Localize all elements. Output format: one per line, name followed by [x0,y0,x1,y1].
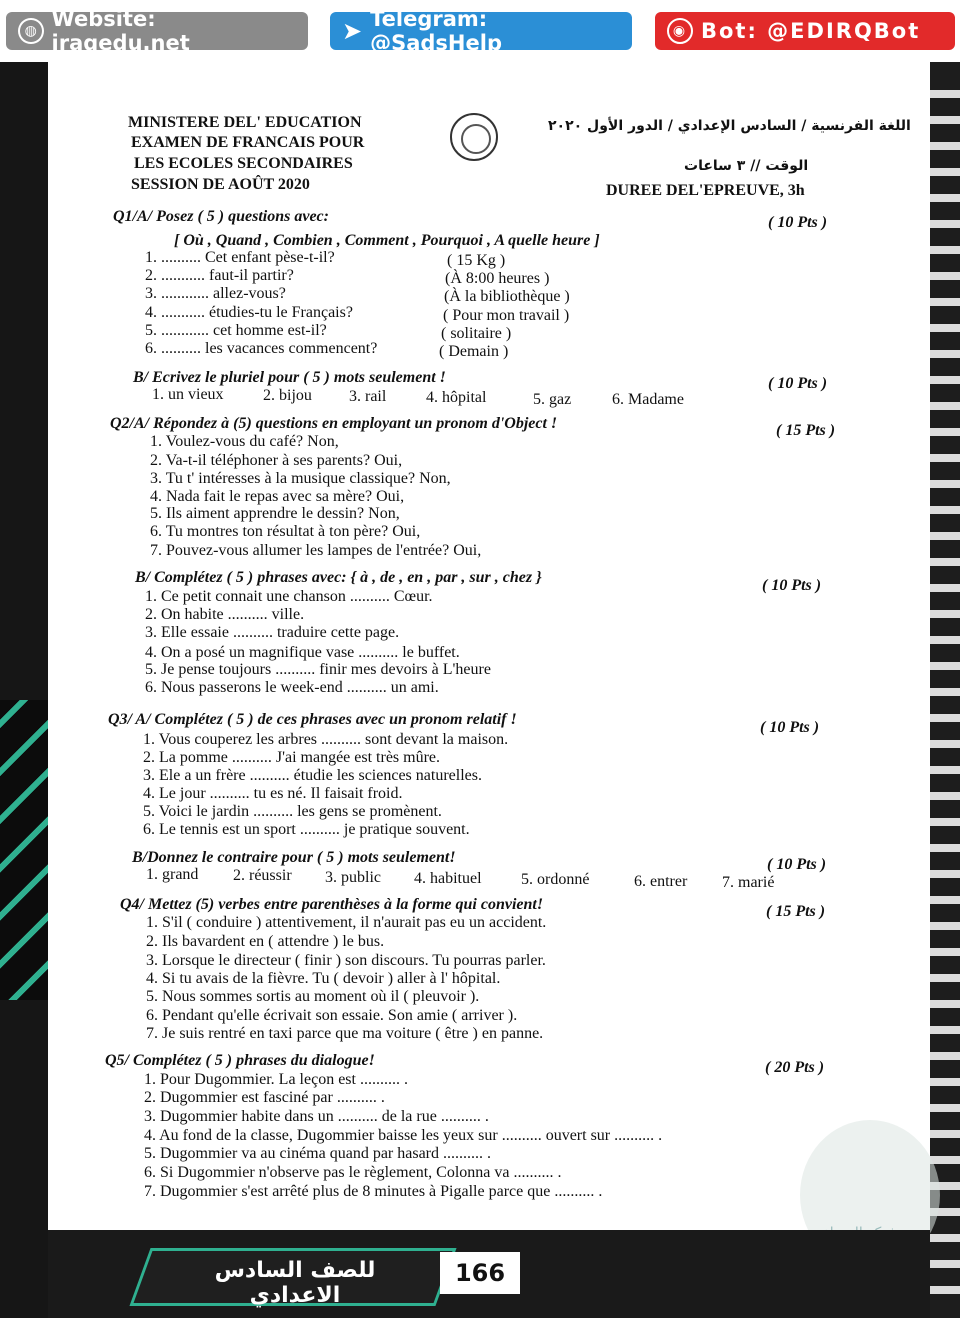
q3b-word-6: 6. entrer [634,873,688,890]
telegram-icon: ➤ [342,17,363,45]
q2b-item-6: 6. Nous passerons le week-end .......... un ami. [145,679,439,696]
q1a-points: ( 10 Pts ) [768,214,828,231]
q5-item-5: 5. Dugommier va au cinéma quand par hasard .......... . [144,1145,492,1162]
q3b-word-3: 3. public [325,869,381,886]
q2b-item-5: 5. Je pense toujours .......... finir mes devoirs à L'heure [145,661,491,678]
q1a-title: Q1/A/ Posez ( 5 ) questions avec: [113,208,329,225]
header-duration: DUREE DEL'EPREUVE, 3h [606,182,805,199]
q1b-points: ( 10 Pts ) [768,375,828,392]
q3b-title: B/Donnez le contraire pour ( 5 ) mots seulement! [132,849,456,866]
q4-item-2: 2. Ils bavardent en ( attendre ) le bus. [146,933,385,950]
q5-item-6: 6. Si Dugommier n'observe pas le règlement, Colonna va .......... . [144,1164,562,1181]
decorative-stripes [0,700,48,1000]
q5-item-1: 1. Pour Dugommier. La leçon est .......... . [144,1071,408,1088]
website-label: Website: iraqedu.net [51,7,190,55]
q2a-item-4: 4. Nada fait le repas avec sa mère? Oui, [150,488,405,505]
q4-item-7: 7. Je suis rentré en taxi parce que ma voiture ( être ) en panne. [146,1025,544,1042]
q1a-answer-3: (À la bibliothèque ) [444,288,570,305]
footer-grade-label: للصف السادس الاعدادي [214,1258,376,1308]
q3b-points: ( 10 Pts ) [767,856,827,873]
q3b-word-2: 2. réussir [233,867,292,884]
q3b-word-7: 7. marié [722,874,775,891]
ministry-seal-icon [450,113,498,161]
q5-title: Q5/ Complétez ( 5 ) phrases du dialogue! [105,1052,375,1069]
globe-icon: ◍ [18,18,44,44]
q4-points: ( 15 Pts ) [766,903,826,920]
website-badge[interactable] [6,7,308,55]
q2a-item-2: 2. Va-t-il téléphoner à ses parents? Oui, [150,452,403,469]
bot-badge[interactable] [655,12,955,50]
q3a-item-4: 4. Le jour .......... tu es né. Il faisait froid. [143,785,403,802]
q2a-title: Q2/A/ Répondez à (5) questions en employant un pronom d'Object ! [110,415,558,432]
q2b-item-3: 3. Elle essaie .......... traduire cette page. [145,624,400,641]
q4-title: Q4/ Mettez (5) verbes entre parenthèses à la forme qui convient! [120,896,544,913]
header-arabic-duration: الوقت // ٣ ساعات [684,158,809,174]
q5-item-3: 3. Dugommier habite dans un .......... de la rue .......... . [144,1108,489,1125]
q3a-item-6: 6. Le tennis est un sport .......... je pratique souvent. [143,821,470,838]
q5-item-2: 2. Dugommier est fasciné par .......... . [144,1089,385,1106]
q1a-answer-6: ( Demain ) [439,343,509,360]
q1a-question-2: 2. ........... faut-il partir? [145,267,294,284]
q2a-item-7: 7. Pouvez-vous allumer les lampes de l'entrée? Oui, [150,542,482,559]
q4-item-4: 4. Si tu avais de la fièvre. Tu ( devoir ) aller à l' hôpital. [146,970,501,987]
bot-label: Bot: @EDIRQBot [701,19,921,43]
q3a-item-1: 1. Vous couperez les arbres .......... sont devant la maison. [143,731,509,748]
q5-points: ( 20 Pts ) [765,1059,825,1076]
header-arabic-subject: اللغة الفرنسية / السادس الإعدادي / الدور الأول ٢٠٢٠ [548,118,911,134]
page-number: 166 [440,1252,520,1294]
q2b-title: B/ Complétez ( 5 ) phrases avec: { à , de , en , par , sur , chez } [135,569,542,586]
q1a-answer-1: ( 15 Kg ) [447,252,506,269]
q1a-question-5: 5. ............ cet homme est-il? [145,322,327,339]
telegram-label: Telegram: @SadsHelp [370,7,502,55]
q3a-item-2: 2. La pomme .......... J'ai mangée est très mûre. [143,749,441,766]
bot-icon: ◉ [667,18,693,44]
q2b-item-2: 2. On habite .......... ville. [145,606,305,623]
header-left-line-2: EXAMEN DE FRANCAIS POUR [131,134,365,151]
q5-item-4: 4. Au fond de la classe, Dugommier baisse les yeux sur .......... ouvert sur .......... . [144,1127,663,1144]
q1b-word-6: 6. Madame [612,391,684,408]
q1a-answer-5: ( solitaire ) [441,325,512,342]
q1a-answer-4: ( Pour mon travail ) [443,307,570,324]
binder-rings [930,80,960,1300]
q3b-word-4: 4. habituel [414,870,482,887]
q4-item-6: 6. Pendant qu'elle écrivait son essaie. Son amie ( arriver ). [146,1007,518,1024]
q2a-item-6: 6. Tu montres ton résultat à ton père? Oui, [150,523,421,540]
q2a-points: ( 15 Pts ) [776,422,836,439]
q1b-word-3: 3. rail [349,388,387,405]
telegram-badge[interactable] [330,7,632,55]
q1a-question-3: 3. ............ allez-vous? [145,285,286,302]
q3b-word-1: 1. grand [146,866,199,883]
q3a-points: ( 10 Pts ) [760,719,820,736]
binder-left-frame [0,62,48,1318]
q2b-item-4: 4. On a posé un magnifique vase .......... le buffet. [145,644,460,661]
top-banner [0,0,960,62]
q3a-item-3: 3. Ele a un frère .......... étudie les sciences naturelles. [143,767,482,784]
q5-item-7: 7. Dugommier s'est arrêté plus de 8 minutes à Pigalle parce que .......... . [144,1183,603,1200]
q2a-item-1: 1. Voulez-vous du café? Non, [150,433,339,450]
header-left-line-4: SESSION DE AOÛT 2020 [131,176,310,193]
q1b-word-5: 5. gaz [533,391,572,408]
q3a-title: Q3/ A/ Complétez ( 5 ) de ces phrases avec un pronom relatif ! [108,711,517,728]
q1a-answer-2: (À 8:00 heures ) [445,270,550,287]
q1b-word-2: 2. bijou [263,387,312,404]
q2a-item-3: 3. Tu t' intéresses à la musique classique? Non, [150,470,451,487]
header-left-line-3: LES ECOLES SECONDAIRES [134,155,353,172]
q3a-item-5: 5. Voici le jardin .......... les gens se promènent. [143,803,442,820]
q2b-points: ( 10 Pts ) [762,577,822,594]
q4-item-5: 5. Nous sommes sortis au moment où il ( pleuvoir ). [146,988,480,1005]
q1b-word-4: 4. hôpital [426,389,487,406]
q4-item-1: 1. S'il ( conduire ) attentivement, il n'aurait pas eu un accident. [146,914,547,931]
q1a-words: [ Où , Quand , Combien , Comment , Pourquoi , A quelle heure ] [174,232,600,249]
q1a-question-6: 6. .......... les vacances commencent? [145,340,378,357]
q1b-title: B/ Ecrivez le pluriel pour ( 5 ) mots seulement ! [133,369,446,386]
q2a-item-5: 5. Ils aiment apprendre le dessin? Non, [150,505,400,522]
q1b-word-1: 1. un vieux [152,386,224,403]
q1a-question-1: 1. .......... Cet enfant pèse-t-il? [145,249,335,266]
q3b-word-5: 5. ordonné [521,871,590,888]
q2b-item-1: 1. Ce petit connait une chanson .......... Cœur. [145,588,433,605]
header-left-line-1: MINISTERE DEL' EDUCATION [128,114,362,131]
q1a-question-4: 4. ........... étudies-tu le Français? [145,304,353,321]
q4-item-3: 3. Lorsque le directeur ( finir ) son discours. Tu pourras parler. [146,952,546,969]
